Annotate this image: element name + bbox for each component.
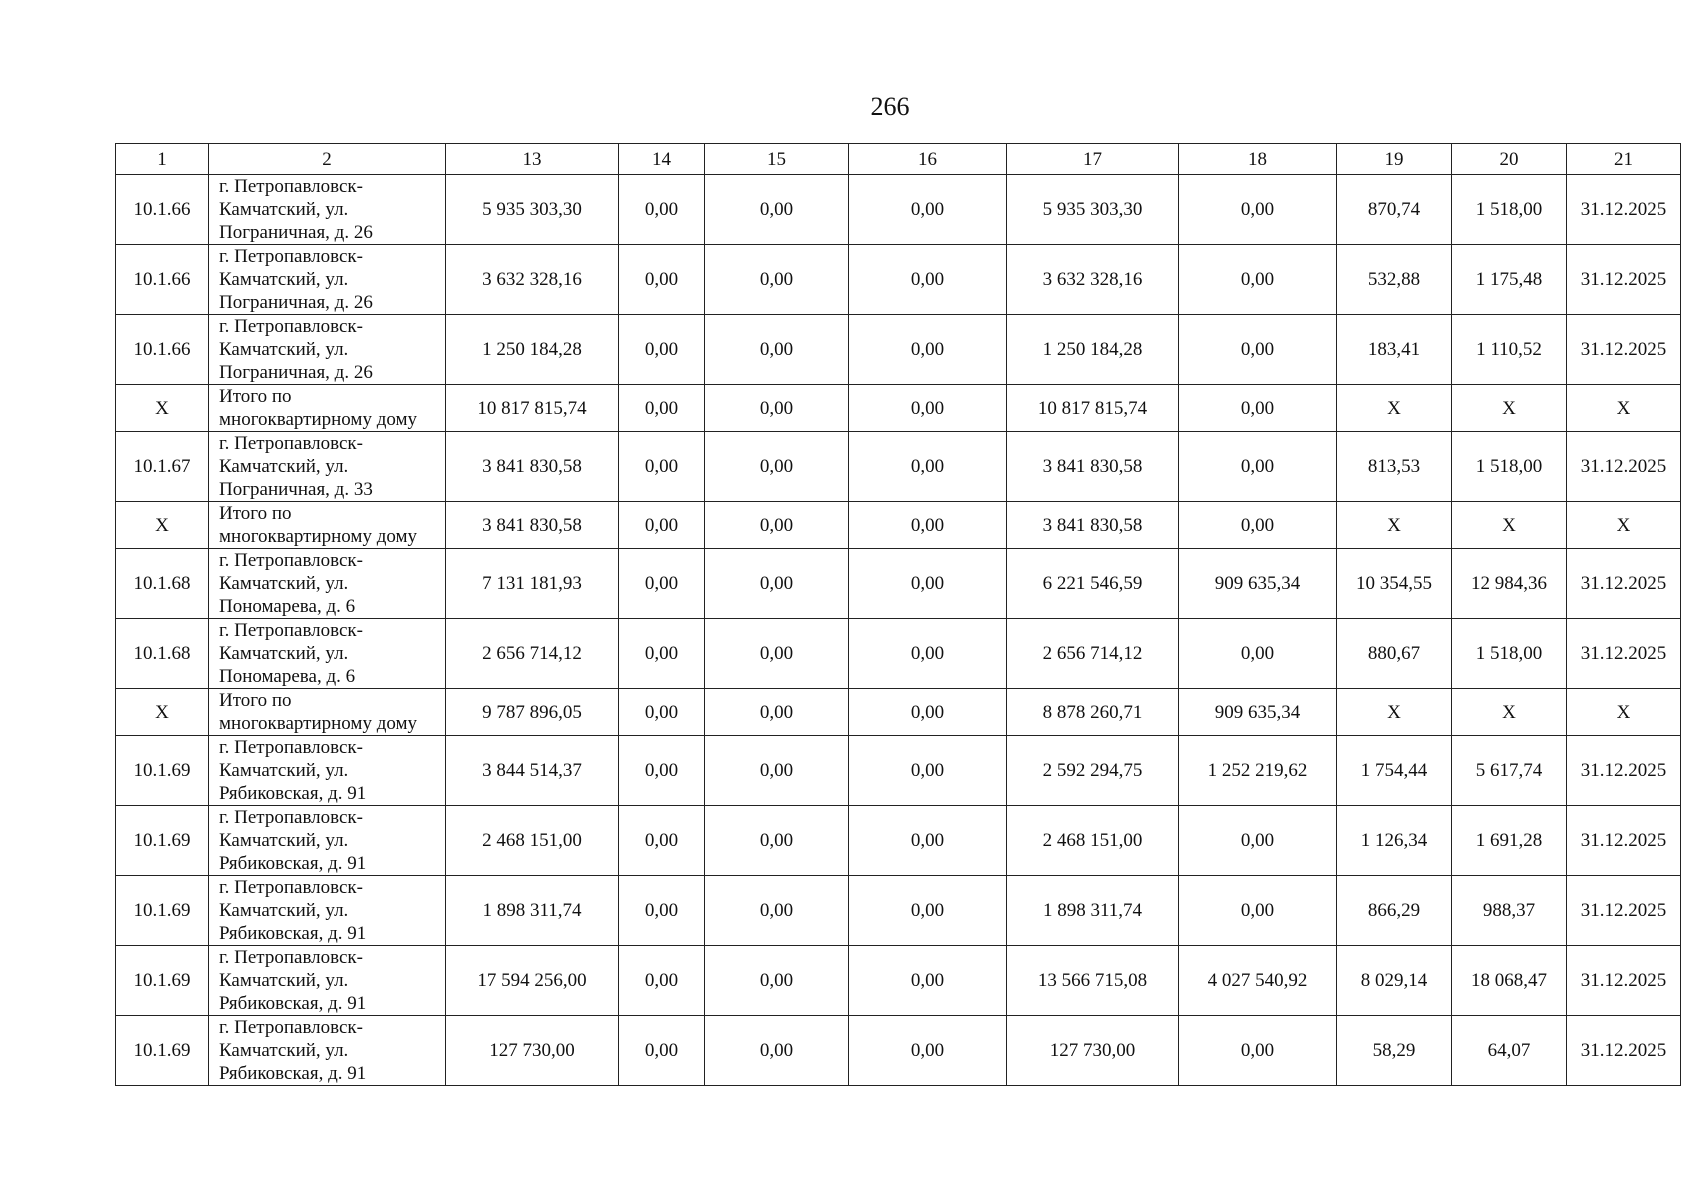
col20-cell: 1 518,00 xyxy=(1452,619,1567,689)
date-cell: 31.12.2025 xyxy=(1567,245,1681,315)
cost-total-cell: 17 594 256,00 xyxy=(446,946,619,1016)
col20-cell: 1 110,52 xyxy=(1452,315,1567,385)
col14-cell: 0,00 xyxy=(619,432,705,502)
col17-cell: 1 250 184,28 xyxy=(1007,315,1179,385)
cost-total-cell: 10 817 815,74 xyxy=(446,385,619,432)
table-header xyxy=(116,144,1681,175)
table-body xyxy=(116,175,1681,1086)
col20-cell: 988,37 xyxy=(1452,876,1567,946)
col20-cell: 1 518,00 xyxy=(1452,432,1567,502)
address-cell: Итого по многоквартирному дому xyxy=(209,502,446,549)
col17-cell: 3 841 830,58 xyxy=(1007,432,1179,502)
col15-cell: 0,00 xyxy=(705,245,849,315)
col19-cell: Х xyxy=(1337,385,1452,432)
table-row xyxy=(116,315,1681,385)
col14-cell: 0,00 xyxy=(619,175,705,245)
item-number-cell: 10.1.69 xyxy=(116,806,209,876)
date-cell: 31.12.2025 xyxy=(1567,806,1681,876)
col19-cell: 870,74 xyxy=(1337,175,1452,245)
column-header: 14 xyxy=(619,144,705,175)
col16-cell: 0,00 xyxy=(849,315,1007,385)
total-row xyxy=(116,502,1681,549)
item-number-cell: Х xyxy=(116,689,209,736)
col19-cell: Х xyxy=(1337,689,1452,736)
column-header: 19 xyxy=(1337,144,1452,175)
address-cell: г. Петропавловск- Камчатский, ул. Пономарева, д. 6 xyxy=(209,549,446,619)
col18-cell: 1 252 219,62 xyxy=(1179,736,1337,806)
col18-cell: 0,00 xyxy=(1179,245,1337,315)
column-header: 13 xyxy=(446,144,619,175)
col18-cell: 0,00 xyxy=(1179,385,1337,432)
cost-total-cell: 7 131 181,93 xyxy=(446,549,619,619)
table-row xyxy=(116,1016,1681,1086)
col14-cell: 0,00 xyxy=(619,549,705,619)
item-number-cell: 10.1.66 xyxy=(116,315,209,385)
col20-cell: 12 984,36 xyxy=(1452,549,1567,619)
col14-cell: 0,00 xyxy=(619,245,705,315)
address-cell: г. Петропавловск- Камчатский, ул. Пономарева, д. 6 xyxy=(209,619,446,689)
col16-cell: 0,00 xyxy=(849,946,1007,1016)
address-cell: г. Петропавловск- Камчатский, ул. Рябиковская, д. 91 xyxy=(209,1016,446,1086)
item-number-cell: Х xyxy=(116,502,209,549)
address-cell: г. Петропавловск- Камчатский, ул. Рябиковская, д. 91 xyxy=(209,806,446,876)
address-cell: г. Петропавловск- Камчатский, ул. Пограничная, д. 33 xyxy=(209,432,446,502)
col16-cell: 0,00 xyxy=(849,689,1007,736)
col16-cell: 0,00 xyxy=(849,432,1007,502)
date-cell: 31.12.2025 xyxy=(1567,549,1681,619)
col20-cell: 5 617,74 xyxy=(1452,736,1567,806)
col19-cell: 1 126,34 xyxy=(1337,806,1452,876)
col17-cell: 2 468 151,00 xyxy=(1007,806,1179,876)
col14-cell: 0,00 xyxy=(619,806,705,876)
col16-cell: 0,00 xyxy=(849,549,1007,619)
date-cell: 31.12.2025 xyxy=(1567,619,1681,689)
address-cell: г. Петропавловск- Камчатский, ул. Пограничная, д. 26 xyxy=(209,245,446,315)
table-row xyxy=(116,619,1681,689)
column-header: 20 xyxy=(1452,144,1567,175)
date-cell: 31.12.2025 xyxy=(1567,432,1681,502)
item-number-cell: 10.1.66 xyxy=(116,245,209,315)
col18-cell: 0,00 xyxy=(1179,432,1337,502)
col18-cell: 0,00 xyxy=(1179,315,1337,385)
col18-cell: 909 635,34 xyxy=(1179,689,1337,736)
date-cell: Х xyxy=(1567,502,1681,549)
table-row xyxy=(116,175,1681,245)
col18-cell: 0,00 xyxy=(1179,175,1337,245)
col15-cell: 0,00 xyxy=(705,549,849,619)
cost-total-cell: 1 250 184,28 xyxy=(446,315,619,385)
table-row xyxy=(116,549,1681,619)
item-number-cell: 10.1.69 xyxy=(116,1016,209,1086)
item-number-cell: 10.1.69 xyxy=(116,736,209,806)
address-cell: Итого по многоквартирному дому xyxy=(209,385,446,432)
col16-cell: 0,00 xyxy=(849,876,1007,946)
col19-cell: 58,29 xyxy=(1337,1016,1452,1086)
column-header: 16 xyxy=(849,144,1007,175)
col20-cell: 1 175,48 xyxy=(1452,245,1567,315)
column-header: 15 xyxy=(705,144,849,175)
cost-total-cell: 2 468 151,00 xyxy=(446,806,619,876)
col17-cell: 2 656 714,12 xyxy=(1007,619,1179,689)
col19-cell: 183,41 xyxy=(1337,315,1452,385)
col17-cell: 127 730,00 xyxy=(1007,1016,1179,1086)
col17-cell: 5 935 303,30 xyxy=(1007,175,1179,245)
col17-cell: 3 632 328,16 xyxy=(1007,245,1179,315)
col19-cell: 1 754,44 xyxy=(1337,736,1452,806)
col14-cell: 0,00 xyxy=(619,736,705,806)
date-cell: 31.12.2025 xyxy=(1567,876,1681,946)
col19-cell: 8 029,14 xyxy=(1337,946,1452,1016)
col15-cell: 0,00 xyxy=(705,175,849,245)
table-row xyxy=(116,806,1681,876)
col17-cell: 8 878 260,71 xyxy=(1007,689,1179,736)
total-row xyxy=(116,689,1681,736)
col19-cell: 10 354,55 xyxy=(1337,549,1452,619)
date-cell: 31.12.2025 xyxy=(1567,175,1681,245)
item-number-cell: 10.1.66 xyxy=(116,175,209,245)
item-number-cell: 10.1.68 xyxy=(116,549,209,619)
col18-cell: 909 635,34 xyxy=(1179,549,1337,619)
col19-cell: 880,67 xyxy=(1337,619,1452,689)
address-cell: г. Петропавловск- Камчатский, ул. Рябиковская, д. 91 xyxy=(209,876,446,946)
address-cell: г. Петропавловск- Камчатский, ул. Рябиковская, д. 91 xyxy=(209,946,446,1016)
cost-total-cell: 127 730,00 xyxy=(446,1016,619,1086)
col19-cell: 532,88 xyxy=(1337,245,1452,315)
page-number: 266 xyxy=(870,92,910,121)
col19-cell: 866,29 xyxy=(1337,876,1452,946)
col20-cell: Х xyxy=(1452,689,1567,736)
col15-cell: 0,00 xyxy=(705,432,849,502)
cost-total-cell: 5 935 303,30 xyxy=(446,175,619,245)
header-row xyxy=(116,144,1681,175)
col14-cell: 0,00 xyxy=(619,946,705,1016)
address-cell: Итого по многоквартирному дому xyxy=(209,689,446,736)
cost-total-cell: 3 844 514,37 xyxy=(446,736,619,806)
date-cell: 31.12.2025 xyxy=(1567,1016,1681,1086)
col14-cell: 0,00 xyxy=(619,502,705,549)
item-number-cell: 10.1.69 xyxy=(116,946,209,1016)
col20-cell: Х xyxy=(1452,385,1567,432)
col19-cell: Х xyxy=(1337,502,1452,549)
col16-cell: 0,00 xyxy=(849,502,1007,549)
table-row xyxy=(116,946,1681,1016)
cost-total-cell: 3 841 830,58 xyxy=(446,432,619,502)
col16-cell: 0,00 xyxy=(849,619,1007,689)
col14-cell: 0,00 xyxy=(619,689,705,736)
column-header: 1 xyxy=(116,144,209,175)
item-number-cell: 10.1.67 xyxy=(116,432,209,502)
col20-cell: 1 518,00 xyxy=(1452,175,1567,245)
col18-cell: 4 027 540,92 xyxy=(1179,946,1337,1016)
col15-cell: 0,00 xyxy=(705,736,849,806)
col16-cell: 0,00 xyxy=(849,175,1007,245)
table-row xyxy=(116,245,1681,315)
col18-cell: 0,00 xyxy=(1179,806,1337,876)
col16-cell: 0,00 xyxy=(849,806,1007,876)
address-cell: г. Петропавловск- Камчатский, ул. Рябиковская, д. 91 xyxy=(209,736,446,806)
cost-total-cell: 2 656 714,12 xyxy=(446,619,619,689)
address-cell: г. Петропавловск- Камчатский, ул. Пограничная, д. 26 xyxy=(209,175,446,245)
total-row xyxy=(116,385,1681,432)
cost-total-cell: 3 841 830,58 xyxy=(446,502,619,549)
col18-cell: 0,00 xyxy=(1179,1016,1337,1086)
column-header: 17 xyxy=(1007,144,1179,175)
col18-cell: 0,00 xyxy=(1179,876,1337,946)
col15-cell: 0,00 xyxy=(705,502,849,549)
col20-cell: 18 068,47 xyxy=(1452,946,1567,1016)
col17-cell: 6 221 546,59 xyxy=(1007,549,1179,619)
col17-cell: 3 841 830,58 xyxy=(1007,502,1179,549)
col16-cell: 0,00 xyxy=(849,385,1007,432)
col15-cell: 0,00 xyxy=(705,619,849,689)
col14-cell: 0,00 xyxy=(619,315,705,385)
item-number-cell: Х xyxy=(116,385,209,432)
col14-cell: 0,00 xyxy=(619,619,705,689)
col15-cell: 0,00 xyxy=(705,689,849,736)
cost-total-cell: 1 898 311,74 xyxy=(446,876,619,946)
table-row xyxy=(116,736,1681,806)
address-cell: г. Петропавловск- Камчатский, ул. Пограничная, д. 26 xyxy=(209,315,446,385)
col15-cell: 0,00 xyxy=(705,876,849,946)
cost-total-cell: 3 632 328,16 xyxy=(446,245,619,315)
column-header: 21 xyxy=(1567,144,1681,175)
table-row xyxy=(116,876,1681,946)
table-row xyxy=(116,432,1681,502)
col20-cell: Х xyxy=(1452,502,1567,549)
date-cell: 31.12.2025 xyxy=(1567,315,1681,385)
col15-cell: 0,00 xyxy=(705,946,849,1016)
date-cell: 31.12.2025 xyxy=(1567,946,1681,1016)
col20-cell: 64,07 xyxy=(1452,1016,1567,1086)
col18-cell: 0,00 xyxy=(1179,619,1337,689)
col15-cell: 0,00 xyxy=(705,385,849,432)
col15-cell: 0,00 xyxy=(705,1016,849,1086)
col18-cell: 0,00 xyxy=(1179,502,1337,549)
col17-cell: 2 592 294,75 xyxy=(1007,736,1179,806)
col15-cell: 0,00 xyxy=(705,806,849,876)
item-number-cell: 10.1.68 xyxy=(116,619,209,689)
col14-cell: 0,00 xyxy=(619,385,705,432)
col16-cell: 0,00 xyxy=(849,245,1007,315)
col15-cell: 0,00 xyxy=(705,315,849,385)
col16-cell: 0,00 xyxy=(849,736,1007,806)
cost-total-cell: 9 787 896,05 xyxy=(446,689,619,736)
date-cell: Х xyxy=(1567,689,1681,736)
date-cell: Х xyxy=(1567,385,1681,432)
col19-cell: 813,53 xyxy=(1337,432,1452,502)
date-cell: 31.12.2025 xyxy=(1567,736,1681,806)
col14-cell: 0,00 xyxy=(619,876,705,946)
data-table xyxy=(115,143,1681,1086)
col17-cell: 13 566 715,08 xyxy=(1007,946,1179,1016)
col17-cell: 1 898 311,74 xyxy=(1007,876,1179,946)
column-header: 2 xyxy=(209,144,446,175)
col16-cell: 0,00 xyxy=(849,1016,1007,1086)
column-header: 18 xyxy=(1179,144,1337,175)
item-number-cell: 10.1.69 xyxy=(116,876,209,946)
col17-cell: 10 817 815,74 xyxy=(1007,385,1179,432)
col14-cell: 0,00 xyxy=(619,1016,705,1086)
col20-cell: 1 691,28 xyxy=(1452,806,1567,876)
